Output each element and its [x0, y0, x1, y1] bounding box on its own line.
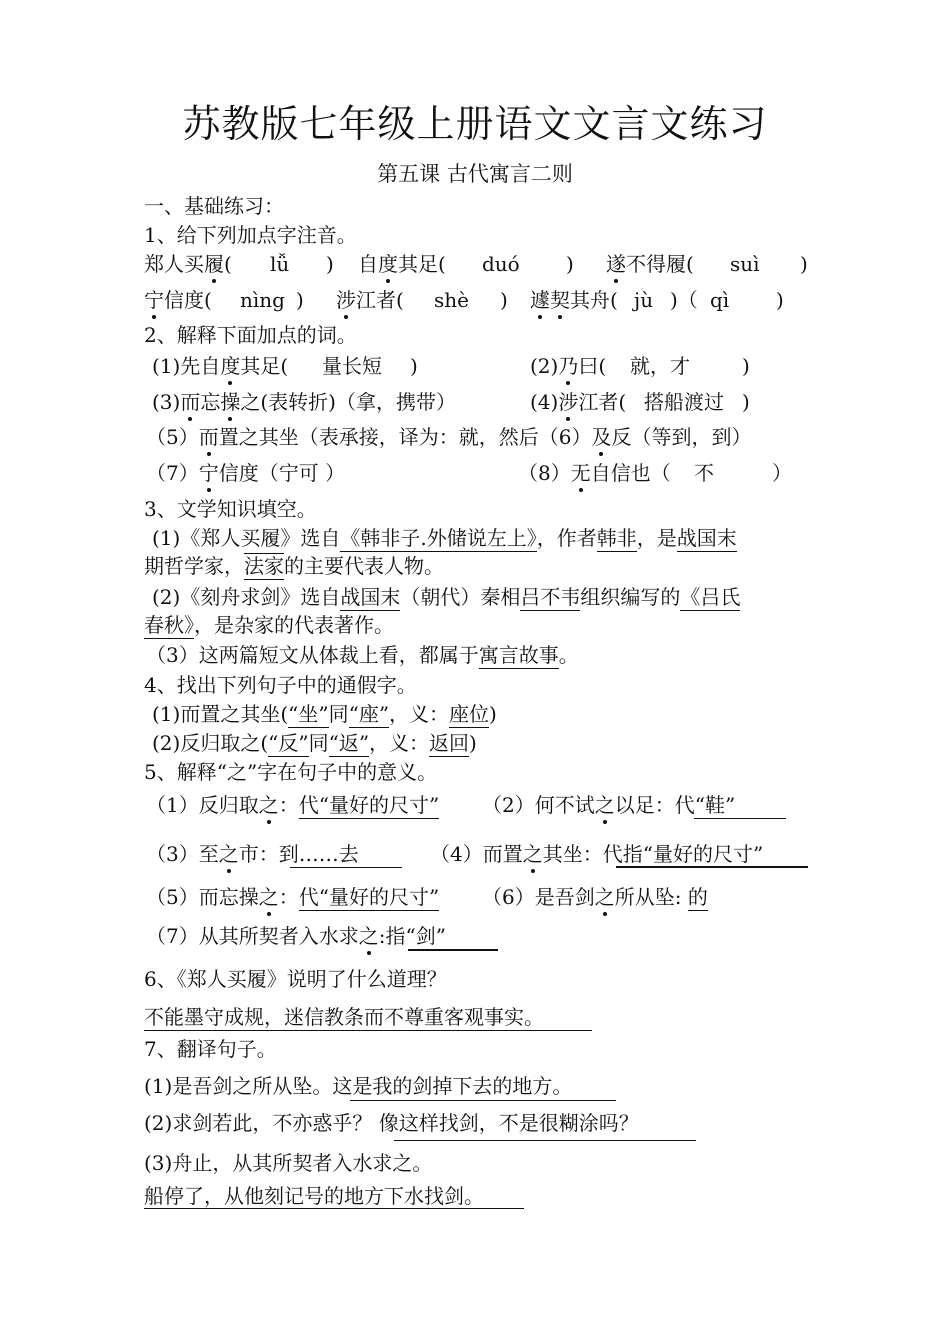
text: （3）这两篇短文从体裁上看，都属于 — [146, 643, 479, 667]
text: （5）而忘操 — [146, 885, 259, 909]
answer: 代“鞋” — [674, 793, 736, 817]
answer-underline — [350, 1100, 616, 1101]
question-4: 4、找出下列句子中的通假字。 — [144, 673, 417, 697]
text: ) — [742, 390, 750, 414]
text: (2) — [530, 354, 559, 378]
dotted-char: 度 — [378, 252, 398, 276]
answer: 代指“量好的尺寸” — [602, 842, 764, 866]
translate-row-3: (3)舟止，从其所契者入水求之。 — [144, 1151, 433, 1175]
dotted-char: 之 — [594, 793, 615, 817]
answer: 的 — [687, 885, 708, 909]
answer: 代“量好的尺寸” — [298, 885, 440, 909]
dotted-char: 履 — [204, 252, 224, 276]
text: ) — [296, 288, 304, 312]
dotted-char: 而 — [198, 425, 219, 449]
text: （朝代）秦相 — [400, 585, 521, 609]
translate-row-2 — [144, 1110, 639, 1136]
text: ) — [410, 354, 418, 378]
text: 组织编写的 — [580, 585, 681, 609]
answer: 返回 — [429, 731, 470, 755]
dotted-char: 之 — [522, 842, 543, 866]
text: （7） — [146, 461, 199, 485]
text: (1)先自 — [152, 354, 221, 378]
text: 市： — [238, 842, 279, 866]
answer: 代“量好的尺寸” — [298, 793, 440, 817]
text: 同 — [328, 702, 349, 726]
translate-row-1 — [144, 1073, 572, 1099]
dotted-char: 而 — [180, 390, 201, 414]
text: （8） — [518, 461, 571, 485]
text: 不得履( — [626, 252, 694, 276]
text: 置之其坐（表承接，译为：就，然后（6） — [218, 425, 592, 449]
section-heading: 一、基础练习： — [144, 194, 284, 218]
question-1: 1、给下列加点字注音。 — [144, 223, 357, 247]
text: ，义： — [369, 731, 430, 755]
answer: “返” — [328, 731, 370, 755]
text: （1）反归取 — [146, 793, 259, 817]
answer: jù — [634, 288, 654, 312]
answer: “座” — [348, 702, 390, 726]
literature-row-2 — [144, 553, 444, 579]
explain-row-3 — [146, 424, 751, 450]
text: 曰( — [578, 354, 607, 378]
answer: “坐” — [288, 702, 329, 726]
text: ) — [469, 731, 477, 755]
answer: 吕不韦 — [520, 585, 581, 609]
text: 信度（宁可 ） — [218, 461, 346, 485]
answer-underline — [616, 866, 808, 868]
answer-underline — [408, 949, 498, 951]
answer: qì — [710, 288, 730, 312]
text: 之(表转折)（拿，携带） — [240, 390, 456, 414]
text: 其坐： — [542, 842, 603, 866]
text: （2）何不试 — [482, 793, 595, 817]
text: ： — [278, 885, 299, 909]
text: 郑人买 — [144, 252, 204, 276]
text: 期哲学家， — [144, 554, 244, 578]
answer-underline — [290, 867, 402, 868]
text: (2)求剑若此，不亦惑乎？ — [144, 1111, 373, 1135]
text: ，是 — [636, 526, 677, 550]
text: ) — [566, 252, 574, 276]
answer-underline — [694, 818, 786, 819]
text: ) — [742, 354, 750, 378]
text: (3) — [152, 390, 181, 414]
answer: 韩非 — [596, 526, 637, 550]
answer: 像这样找剑，不是很糊涂吗？ — [378, 1111, 639, 1135]
text: 反（等到，到） — [611, 425, 752, 449]
dotted-char: 涉 — [336, 288, 356, 312]
answer: nìng — [240, 288, 285, 312]
text: 江者( — [578, 390, 627, 414]
answer-underline — [144, 1030, 592, 1031]
dotted-char: 之 — [258, 885, 279, 909]
text: ) — [489, 702, 497, 726]
answer: 指“剑” — [385, 924, 446, 948]
text: : — [378, 924, 386, 948]
text: 所从坠: — [614, 885, 682, 909]
answer-7: 船停了，从他刻记号的地方下水找剑。 — [144, 1184, 484, 1208]
literature-row-4 — [144, 612, 394, 638]
answer: 寓言故事 — [478, 643, 559, 667]
text: )（ — [670, 288, 698, 312]
dotted-char: 宁 — [144, 288, 164, 312]
answer: 《吕氏 — [680, 585, 741, 609]
tongjia-row-1 — [152, 701, 497, 727]
text: (1)《郑人买履》选自 — [152, 526, 341, 550]
answer: lǚ — [270, 252, 290, 276]
text: (2)《刻舟求剑》选自 — [152, 585, 341, 609]
dotted-char: 契 — [550, 288, 570, 312]
answer: 量长短 — [322, 354, 382, 378]
dotted-char: 乃 — [558, 354, 579, 378]
text: ( — [224, 252, 232, 276]
question-2: 2、解释下面加点的词。 — [144, 323, 357, 347]
text: 自信也（ — [590, 461, 671, 485]
answer-6: 不能墨守成规，迷信教条而不尊重客观事实。 — [144, 1005, 544, 1029]
text: 。 — [558, 643, 579, 667]
tongjia-row-2 — [152, 730, 477, 756]
lesson-subtitle: 第五课 古代寓言二则 — [377, 162, 573, 186]
dotted-char: 无 — [570, 461, 591, 485]
answer: duó — [482, 252, 520, 276]
answer: 不 — [694, 461, 714, 485]
dotted-char: 涉 — [558, 390, 579, 414]
text: （5） — [146, 425, 199, 449]
text: （6）是吾剑 — [482, 885, 595, 909]
text: (2)反归取之( — [152, 731, 269, 755]
text: 忘 — [200, 390, 221, 414]
answer: 座位 — [449, 702, 490, 726]
literature-row-5 — [146, 642, 579, 668]
text: ) — [800, 252, 808, 276]
answer: 战国末 — [676, 526, 737, 550]
question-3: 3、文学知识填空。 — [144, 497, 317, 521]
answer: 法家 — [244, 554, 284, 578]
answer-underline — [394, 1140, 696, 1141]
page-title: 苏教版七年级上册语文文言文练习 — [182, 102, 768, 146]
text: ，义： — [389, 702, 450, 726]
text: 信度( — [164, 288, 212, 312]
text: (1)而置之其坐( — [152, 702, 289, 726]
text: (4) — [530, 390, 559, 414]
text: 其足( — [398, 252, 446, 276]
answer: 这是我的剑掉下去的地方。 — [332, 1074, 573, 1098]
text: ，作者 — [536, 526, 597, 550]
text: 其足( — [240, 354, 289, 378]
text: 其舟( — [570, 288, 618, 312]
dotted-char: 遽 — [530, 288, 550, 312]
question-6: 6、《郑人买履》说明了什么道理？ — [144, 967, 447, 991]
literature-row-1 — [152, 525, 737, 551]
answer: suì — [730, 252, 760, 276]
text: 江者( — [356, 288, 404, 312]
dotted-char: 之 — [594, 885, 615, 909]
answer: “反” — [268, 731, 309, 755]
text: ) — [500, 288, 508, 312]
answer: 就，才 — [630, 354, 690, 378]
text: ） — [772, 461, 792, 485]
dotted-char: 宁 — [198, 461, 219, 485]
answer: 春秋》 — [144, 613, 194, 637]
text: （7）从其所契者入水求 — [146, 924, 359, 948]
text: ： — [278, 793, 299, 817]
text: 以足： — [614, 793, 675, 817]
answer: 《韩非子.外储说左上》 — [340, 526, 537, 550]
dotted-char: 之 — [258, 793, 279, 817]
literature-row-3 — [152, 584, 740, 610]
answer: 搭船渡过 — [644, 390, 724, 414]
text: 同 — [308, 731, 329, 755]
dotted-char: 遂 — [606, 252, 626, 276]
text: （3）至 — [146, 842, 219, 866]
answer: 到……去 — [278, 842, 359, 866]
dotted-char: 操 — [220, 390, 241, 414]
text: （4）而置 — [430, 842, 523, 866]
text: ) — [326, 252, 334, 276]
question-5: 5、解释“之”字在句子中的意义。 — [144, 760, 438, 784]
text: (1)是吾剑之所从坠。 — [144, 1074, 333, 1098]
answer: 战国末 — [340, 585, 401, 609]
text: ) — [776, 288, 784, 312]
text: 的主要代表人物。 — [284, 554, 444, 578]
dotted-char: 度 — [220, 354, 241, 378]
answer-underline — [144, 1208, 524, 1209]
text: 自 — [358, 252, 378, 276]
text: ，是杂家的代表著作。 — [194, 613, 394, 637]
dotted-char: 之 — [358, 924, 379, 948]
dotted-char: 及 — [591, 425, 612, 449]
question-7: 7、翻译句子。 — [144, 1037, 277, 1061]
dotted-char: 之 — [218, 842, 239, 866]
answer: shè — [434, 288, 469, 312]
